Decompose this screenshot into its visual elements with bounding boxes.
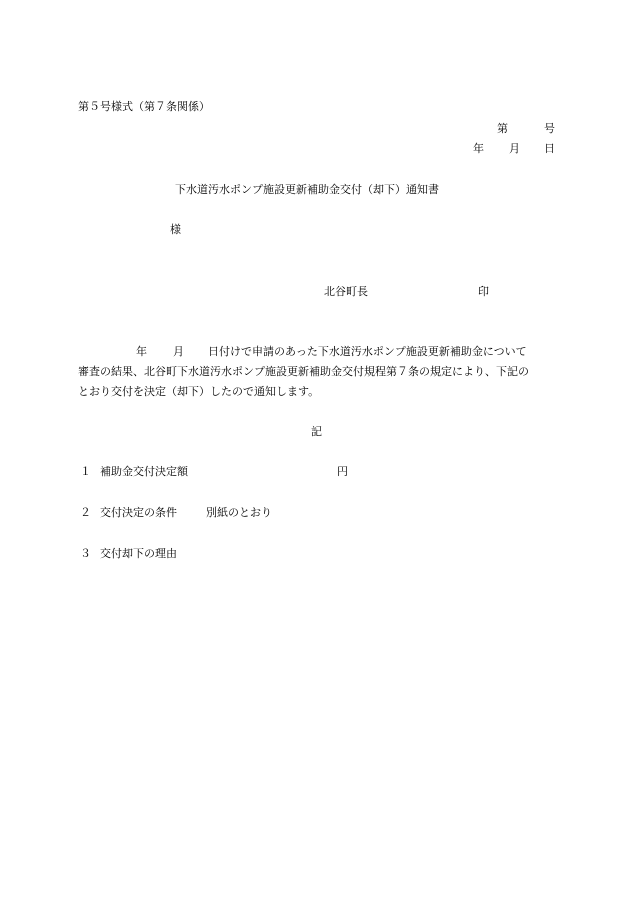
document-title: 下水道汚水ポンプ施設更新補助金交付（却下）通知書 bbox=[175, 183, 439, 196]
body-line-1-text: 日付けで申請のあった下水道汚水ポンプ施設更新補助金について bbox=[208, 345, 527, 358]
item-2-number: ２ bbox=[80, 506, 91, 519]
date-month: 月 bbox=[509, 142, 520, 155]
seal-mark: 印 bbox=[478, 285, 489, 298]
ki-heading: 記 bbox=[311, 425, 322, 438]
item-1-number: １ bbox=[80, 465, 91, 478]
notice-body bbox=[78, 342, 554, 402]
date-day: 日 bbox=[544, 142, 555, 155]
body-year: 年 bbox=[136, 345, 147, 358]
body-line-3: とおり交付を決定（却下）したので通知します。 bbox=[78, 385, 320, 398]
item-2-value: 別紙のとおり bbox=[206, 506, 272, 519]
item-3-label: 交付却下の理由 bbox=[100, 547, 177, 560]
item-1-value: 円 bbox=[337, 465, 348, 478]
item-3-number: ３ bbox=[80, 547, 91, 560]
addressee-suffix: 様 bbox=[170, 223, 181, 236]
doc-number-prefix: 第 bbox=[497, 122, 508, 135]
item-2-label: 交付決定の条件 bbox=[100, 506, 177, 519]
body-line-2: 審査の結果、北谷町下水道汚水ポンプ施設更新補助金交付規程第７条の規定により、下記の bbox=[78, 365, 529, 378]
item-1-label: 補助金交付決定額 bbox=[100, 465, 188, 478]
date-year: 年 bbox=[473, 142, 484, 155]
doc-number-suffix: 号 bbox=[544, 122, 555, 135]
body-line-1 bbox=[78, 342, 554, 362]
issuer-name: 北谷町長 bbox=[324, 285, 368, 298]
body-month: 月 bbox=[173, 345, 184, 358]
form-label: 第５号様式（第７条関係） bbox=[78, 100, 210, 113]
